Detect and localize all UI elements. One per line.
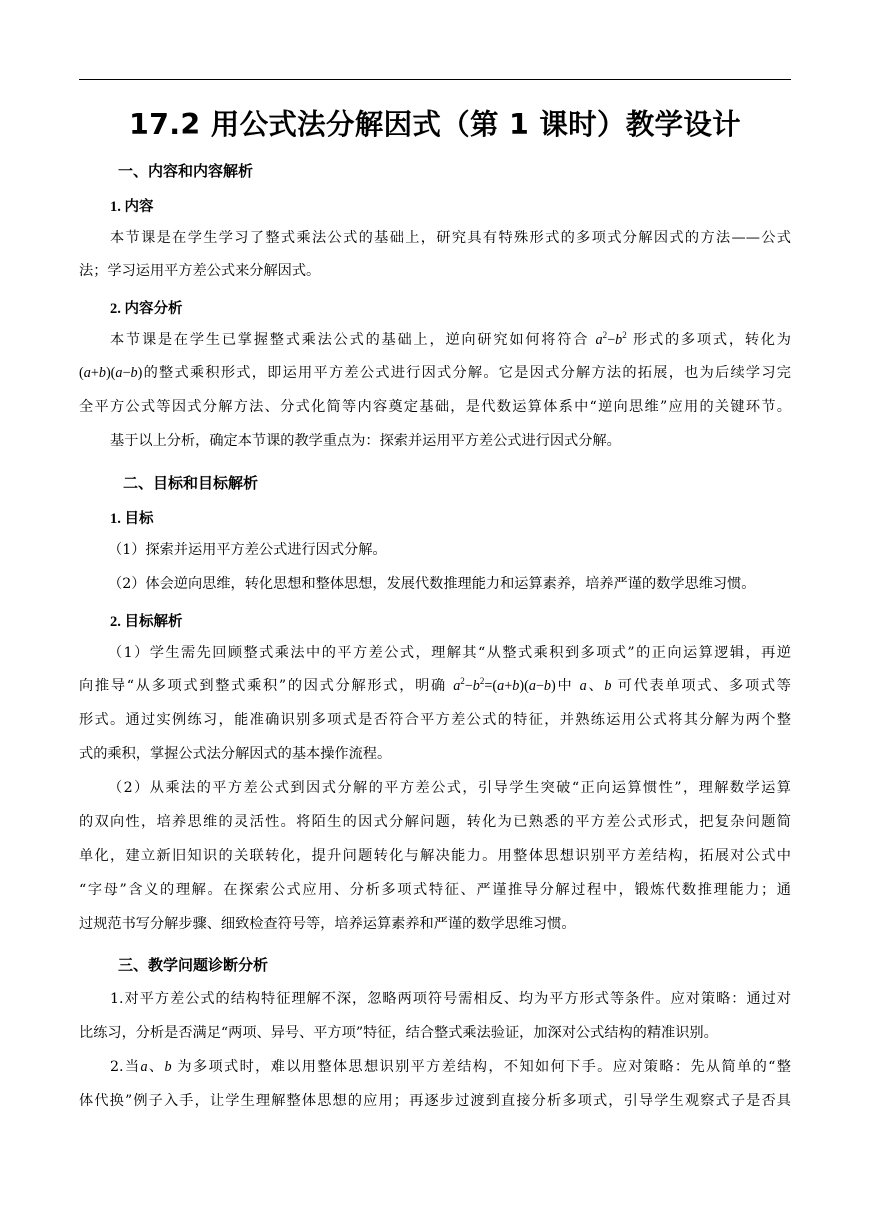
diagnosis-1-line-2: 比练习，分析是否满足“两项、异号、平方项”特征，结合整式乘法验证，加深对公式结构的精准识别。 xyxy=(79,1025,718,1041)
subheading-goal-analysis: 2. 目标解析 xyxy=(110,614,183,630)
section-heading-goals: 二、目标和目标解析 xyxy=(123,474,259,492)
goal-analysis-2-line-3: 单化，建立新旧知识的关联转化，提升问题转化与解决能力。用整体思想识别平方差结构，拓展对公式中 xyxy=(79,848,791,864)
diagnosis-2-line-1: 2.当a、b 为多项式时，难以用整体思想识别平方差结构，不知如何下手。应对策略：先从简单的“整 xyxy=(110,1059,791,1075)
analysis-line-1: 本节课是在学生已掌握整式乘法公式的基础上，逆向研究如何将符合 $a^2-b^2$ 形式的多项式，转化为 xyxy=(110,330,791,348)
analysis-line-4: 基于以上分析，确定本节课的教学重点为：探索并运用平方差公式进行因式分解。 xyxy=(110,433,621,449)
subheading-analysis: 2. 内容分析 xyxy=(110,301,183,317)
goal-analysis-2-line-4: “字母”含义的理解。在探索公式应用、分析多项式特征、严谨推导分解过程中，锻炼代数推理能力；通 xyxy=(79,882,791,898)
diagnosis-1-line-1: 1.对平方差公式的结构特征理解不深，忽略两项符号需相反、均为平方形式等条件。应对策略：通过对 xyxy=(110,991,791,1007)
analysis-line-3: 全平方公式等因式分解方法、分式化简等内容奠定基础，是代数运算体系中“逆向思维”应用的关键环节。 xyxy=(79,399,791,415)
goal-analysis-2-line-1: （2）从乘法的平方差公式到因式分解的平方差公式，引导学生突破“正向运算惯性”，理解数学运算 xyxy=(108,780,791,796)
section-heading-content: 一、内容和内容解析 xyxy=(118,162,254,180)
content-line-1: 本节课是在学生学习了整式乘法公式的基础上，研究具有特殊形式的多项式分解因式的方法——公式 xyxy=(110,230,791,246)
goal-analysis-1-line-2: 向推导“从多项式到整式乘积”的因式分解形式，明确 $a^2-b^2=(a+b)(a-b)$中 a、b 可代表单项式、多项式等 xyxy=(79,676,791,694)
analysis-line-2: (a+b)(a−b)的整式乘积形式，即运用平方差公式进行因式分解。它是因式分解方法的拓展，也为后续学习完 xyxy=(79,365,791,381)
formula-a2-b2: $a^2-b^2$ xyxy=(595,330,627,348)
formula-product: (a+b)(a−b) xyxy=(79,365,143,381)
goal-analysis-2-line-2: 的双向性，培养思维的灵活性。将陌生的因式分解问题，转化为已熟悉的平方差公式形式，把复杂问题简 xyxy=(79,814,791,830)
section-heading-diagnosis: 三、教学问题诊断分析 xyxy=(118,956,269,974)
goal-1: （1）探索并运用平方差公式进行因式分解。 xyxy=(108,542,387,558)
header-rule xyxy=(79,79,791,80)
subheading-content: 1. 内容 xyxy=(110,199,154,215)
goal-analysis-1-line-4: 式的乘积，掌握公式法分解因式的基本操作流程。 xyxy=(79,746,392,762)
goal-analysis-2-line-5: 过规范书写分解步骤、细致检查符号等，培养运算素养和严谨的数学思维习惯。 xyxy=(79,916,576,932)
content-line-2: 法；学习运用平方差公式来分解因式。 xyxy=(79,263,321,279)
page-title: 17.2 用公式法分解因式（第 1 课时）教学设计 xyxy=(129,108,741,141)
goal-2: （2）体会逆向思维，转化思想和整体思想，发展代数推理能力和运算素养，培养严谨的数学思维习惯。 xyxy=(108,576,756,592)
goal-analysis-1-line-1: （1）学生需先回顾整式乘法中的平方差公式，理解其“从整式乘积到多项式”的正向运算逻辑，再逆 xyxy=(108,645,791,661)
diagnosis-2-line-2: 体代换”例子入手，让学生理解整体思想的应用；再逐步过渡到直接分析多项式，引导学生观察式子是否具 xyxy=(79,1093,791,1109)
subheading-goals: 1. 目标 xyxy=(110,511,154,527)
formula-identity: $a^2-b^2=(a+b)(a-b)$ xyxy=(453,676,556,694)
goal-analysis-1-line-3: 形式。通过实例练习，能准确识别多项式是否符合平方差公式的特征，并熟练运用公式将其分解为两个整 xyxy=(79,712,791,728)
